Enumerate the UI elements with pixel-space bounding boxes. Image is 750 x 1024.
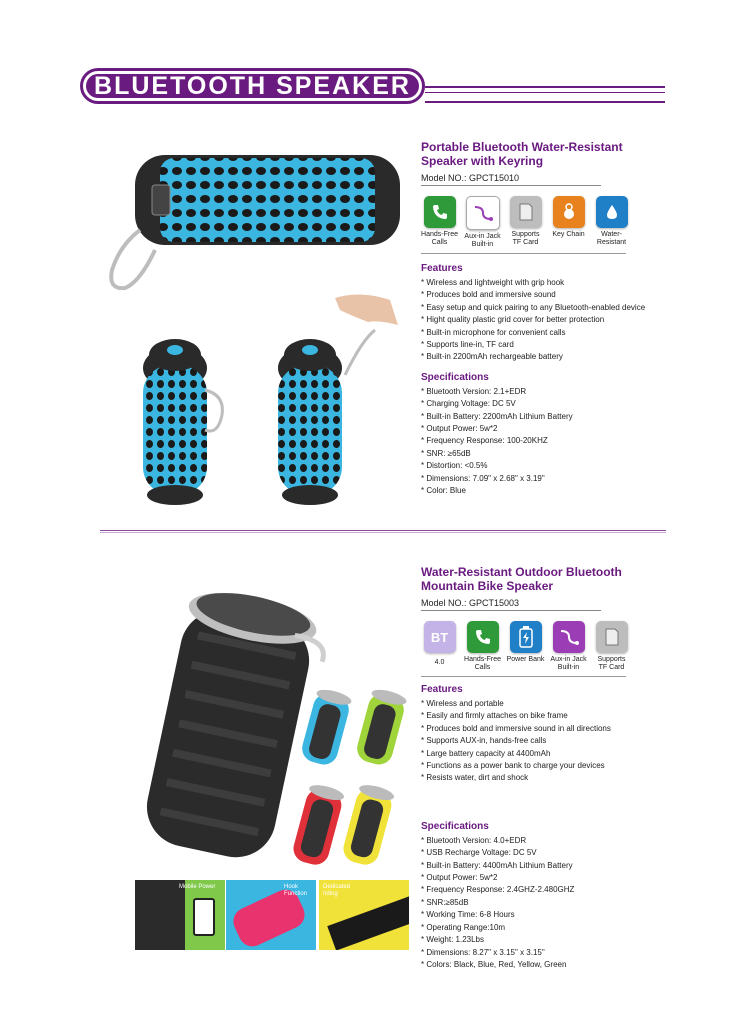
list-item: * Colors: Black, Blue, Red, Yellow, Green: [421, 959, 567, 969]
header-rule: [425, 86, 665, 88]
power-bank-icon: Power Bank: [507, 621, 544, 672]
product1-specs-list: [421, 386, 661, 498]
speaker-grille: [160, 158, 375, 242]
product2-specs-heading: Specifications: [421, 820, 489, 832]
icon-rule: [421, 676, 626, 677]
list-item: * Bluetooth Version: 2.1+EDR: [421, 386, 527, 396]
list-item: * Operating Range:10m: [421, 922, 506, 932]
list-item: * Supports AUX-in, hands-free calls: [421, 736, 547, 746]
product2-specs-list: [421, 835, 661, 971]
product2-feature-icons: [421, 621, 661, 672]
product2-title: Water-Resistant Outdoor Bluetooth Mountain Bike Speaker: [421, 565, 622, 593]
page-title: BLUETOOTH SPEAKER: [94, 71, 411, 100]
list-item: * Charging Voltage: DC 5V: [421, 399, 516, 409]
list-item: * Output Power: 5w*2: [421, 424, 498, 434]
phone-icon: Hands-Free Calls: [464, 621, 501, 672]
list-item: * Hight quality plastic grid cover for better protection: [421, 315, 605, 325]
list-item: * Color: Blue: [421, 486, 466, 496]
aux-jack-icon: Aux-in Jack Built-in: [464, 196, 501, 249]
tf-card-icon: Supports TF Card: [507, 196, 544, 249]
list-item: * Distortion: <0.5%: [421, 461, 488, 471]
product1-features-list: [421, 277, 661, 364]
list-item: * Large battery capacity at 4400mAh: [421, 748, 551, 758]
phone-icon: Hands-Free Calls: [421, 196, 458, 249]
product1-feature-icons: [421, 196, 661, 249]
section-divider: [100, 532, 666, 533]
product1-features-heading: Features: [421, 263, 463, 274]
list-item: * Wireless and portable: [421, 699, 504, 708]
list-item: * Output Power: 5w*2: [421, 873, 498, 883]
product1-model: Model NO.: GPCT15010: [421, 173, 601, 186]
photo-tile-hook-function: Hook Function: [226, 880, 316, 950]
list-item: * Supports line-in, TF card: [421, 340, 514, 350]
section-divider: [100, 530, 666, 531]
list-item: * Produces bold and immersive sound: [421, 290, 556, 300]
list-item: * Bluetooth Version: 4.0+EDR: [421, 835, 527, 845]
header-rule: [425, 92, 665, 93]
product2-features-heading: Features: [421, 684, 463, 695]
list-item: * Working Time: 6-8 Hours: [421, 910, 515, 920]
product2-features-list: [421, 698, 661, 785]
list-item: * Produces bold and immersive sound in all directions: [421, 723, 611, 733]
list-item: * Weight: 1.23Lbs: [421, 935, 485, 945]
key-chain-icon: Key Chain: [550, 196, 587, 249]
water-drop-icon: Water- Resistant: [593, 196, 630, 249]
photo-tile-mobile-power: Mobile Power: [135, 880, 225, 950]
bluetooth-icon: BT 4.0: [421, 621, 458, 672]
list-item: * Dimensions: 7.09" x 2.68" x 3.19": [421, 473, 545, 483]
product1-info: [421, 140, 661, 498]
product1-title: Portable Bluetooth Water-Resistant Speaker with Keyring: [421, 140, 623, 168]
photo-tile-dedicated-riding: Dedicated riding: [319, 880, 409, 950]
list-item: * Dimensions: 8.27" x 3.15" x 3.15": [421, 947, 545, 957]
product2-info: [421, 565, 661, 971]
list-item: * Built-in 2200mAh rechargeable battery: [421, 352, 563, 362]
tf-card-icon: Supports TF Card: [593, 621, 630, 672]
list-item: * Built-in Battery: 2200mAh Lithium Battery: [421, 411, 573, 421]
list-item: * USB Recharge Voltage: DC 5V: [421, 848, 537, 858]
list-item: * Wireless and lightweight with grip hook: [421, 278, 565, 287]
list-item: * Frequency Response: 2.4GHZ-2.480GHZ: [421, 885, 575, 895]
product2-photo: [125, 585, 415, 865]
aux-jack-icon: Aux-in Jack Built-in: [550, 621, 587, 672]
list-item: * Resists water, dirt and shock: [421, 773, 529, 783]
list-item: * Frequency Response: 100-20KHZ: [421, 436, 548, 446]
product2-model: Model NO.: GPCT15003: [421, 598, 601, 611]
product1-specs-heading: Specifications: [421, 371, 489, 383]
list-item: * Easily and firmly attaches on bike frame: [421, 711, 568, 721]
list-item: * Built-in Battery: 4400mAh Lithium Battery: [421, 860, 573, 870]
list-item: * SNR: ≥65dB: [421, 448, 471, 458]
header-banner-fill: [86, 71, 419, 100]
list-item: * Functions as a power bank to charge your devices: [421, 761, 605, 771]
list-item: * Built-in microphone for convenient calls: [421, 327, 566, 337]
list-item: * SNR:≥85dB: [421, 897, 469, 907]
header-rule: [425, 101, 665, 103]
list-item: * Easy setup and quick pairing to any Bluetooth-enabled device: [421, 302, 646, 312]
header-banner: [80, 68, 425, 104]
icon-rule: [421, 253, 626, 254]
product1-photo: [100, 150, 400, 510]
